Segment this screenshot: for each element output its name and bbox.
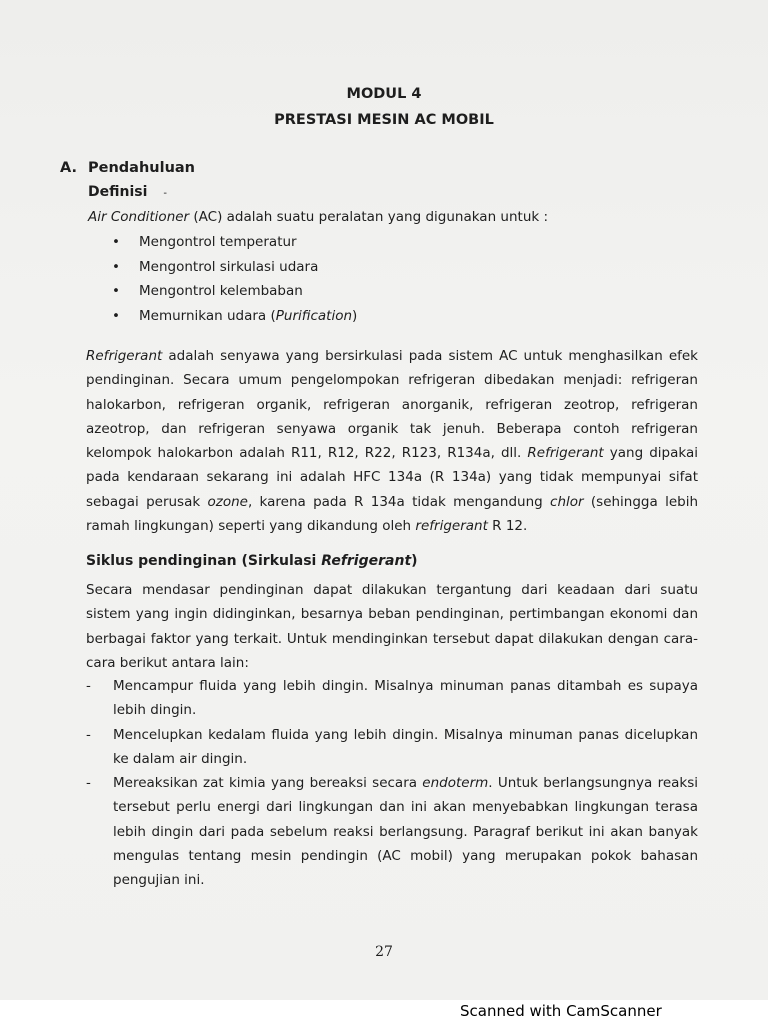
list-item-text: Mengontrol sirkulasi udara <box>139 258 319 275</box>
list-item: • Memurnikan udara (Purification) <box>112 307 358 324</box>
paragraph-text: (sehingga lebih ramah lingkungan) seperti yang dikandung oleh <box>86 493 699 535</box>
term: refrigerant <box>415 518 488 535</box>
paragraph-text: , karena pada R 134a tidak mengandung <box>247 493 551 510</box>
section-heading <box>60 160 195 176</box>
intro-term: Air Conditioner <box>88 209 190 225</box>
list-item-em: Purification <box>275 307 353 324</box>
list-item-text: Memurnikan udara ( <box>139 307 276 324</box>
module-label: MODUL 4 <box>346 86 422 102</box>
function-list <box>112 232 357 330</box>
siklus-heading-term: Refrigerant <box>321 553 412 569</box>
list-item-text: Mencelupkan kedalam fluida yang lebih dingin. Misalnya minuman panas dicelupkan ke dalam air dingin. <box>113 726 698 767</box>
list-item-tail: ) <box>352 307 358 324</box>
list-item: • Mengontrol temperatur <box>112 234 297 250</box>
paragraph-text: R 12. <box>487 518 528 535</box>
refrigerant-paragraph <box>86 344 698 538</box>
paragraph-text: yang dipakai pada kendaraan sekarang ini adalah HFC 134a (R 134a) yang tidak mempunyai sifat sebagai perusak <box>86 445 698 510</box>
siklus-heading-tail: ) <box>411 553 418 569</box>
list-item-text: Mencampur fluida yang lebih dingin. Misalnya minuman panas ditambah es supaya lebih dingin. <box>113 678 698 719</box>
term: chlor <box>550 493 584 510</box>
list-item: - Mencelupkan kedalam fluida yang lebih dingin. Misalnya minuman panas dicelupkan ke dalam air dingin. <box>86 726 698 767</box>
list-item: - Mencampur fluida yang lebih dingin. Misalnya minuman panas ditambah es supaya lebih dingin. <box>86 678 698 719</box>
paragraph-text: adalah senyawa yang bersirkulasi pada sistem AC untuk menghasilkan efek pendinginan. Secara umum pengelompokan refrigeran dibedakan menjadi: refrigeran halokarbon, refrigeran organik, refrigeran anorganik, refrigeran zeotrop, refrigeran azeotrop, dan refrigeran senyawa organik tak jenuh. Beberapa contoh refrigeran kelompok halokarbon adalah R11, R12, R22, R123, R134a, dll. <box>86 348 698 462</box>
page-number: 27 <box>375 944 393 960</box>
term: Refrigerant <box>86 348 163 364</box>
siklus-heading <box>86 553 418 569</box>
section-number: A. <box>60 160 77 176</box>
intro-text: (AC) adalah suatu peralatan yang digunakan untuk : <box>189 209 549 225</box>
siklus-paragraph: Secara mendasar pendinginan dapat dilakukan tergantung dari keadaan dari suatu sistem yang ingin didinginkan, besarnya beban pendinginan, pertimbangan ekonomi dan berbagai faktor yang terkait. Untuk mendinginkan tersebut dapat dilakukan dengan cara-cara berikut antara lain: <box>86 582 698 671</box>
page-title: PRESTASI MESIN AC MOBIL <box>274 112 494 128</box>
definition-intro <box>88 209 548 225</box>
list-item-tail: . Untuk berlangsungnya reaksi tersebut perlu energi dari lingkungan dan ini akan menyebabkan lingkungan terasa lebih dingin dari pada sebelum reaksi berlangsung. Paragraf berikut ini akan banyak mengulas tentang mesin pendingin (AC mobil) yang merupakan pokok bahasan pengujian ini. <box>113 775 699 889</box>
section-title: Pendahuluan <box>88 160 195 176</box>
cooling-methods-list <box>86 674 698 893</box>
list-item: • Mengontrol sirkulasi udara <box>112 258 319 275</box>
list-item: • Mengontrol kelembaban <box>112 283 303 299</box>
list-item-text: Mengontrol temperatur <box>139 234 297 250</box>
list-item-text: Mengontrol kelembaban <box>139 283 303 299</box>
term: Refrigerant <box>527 445 604 462</box>
scanner-watermark: Scanned with CamScanner <box>456 1000 700 1022</box>
list-item-text: Mereaksikan zat kimia yang bereaksi secara <box>113 775 423 792</box>
subsection-heading: Definisi - <box>88 184 167 200</box>
term: ozone <box>207 493 248 510</box>
subsection-title: Definisi <box>88 184 148 200</box>
list-item-em: endoterm <box>422 775 489 792</box>
list-item: - Mereaksikan zat kimia yang bereaksi secara endoterm. Untuk berlangsungnya reaksi tersebut perlu energi dari lingkungan dan ini akan menyebabkan lingkungan terasa lebih dingin dari pada sebelum reaksi berlangsung. Paragraf berikut ini akan banyak mengulas tentang mesin pendingin (AC mobil) yang merupakan pokok bahasan pengujian ini. <box>86 775 699 889</box>
siklus-heading-text: Siklus pendinginan (Sirkulasi <box>86 553 322 569</box>
